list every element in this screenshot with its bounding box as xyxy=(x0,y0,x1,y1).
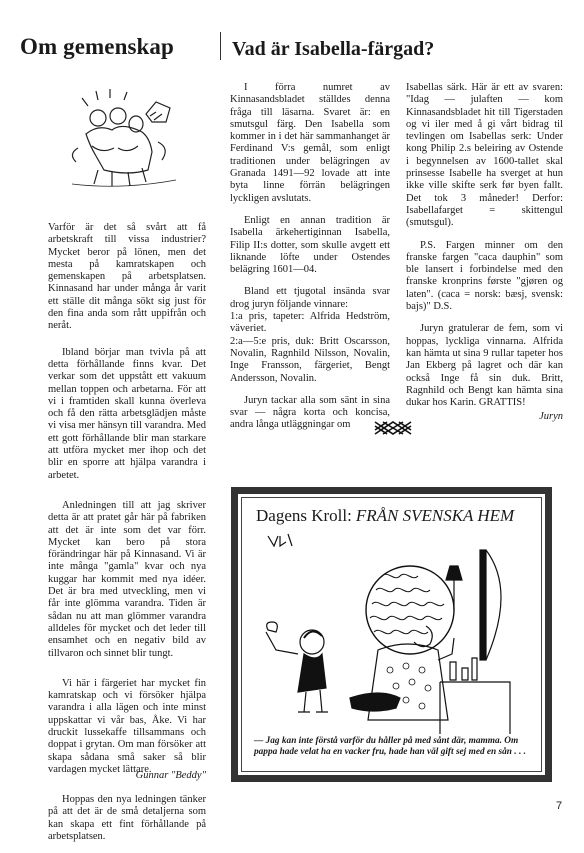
paragraph: Vi här i färgeriet har mycket fin kamratskap och vi försöker hjälpa varandra i alla lägen och inte minst uppskattar vi vår bas, Åke. Vi har druckit lussekaffe tillsammans och doppat i grytan. Om man försöker att skapa sådana små saker så blir vardagen mycket lättare. xyxy=(48,677,206,775)
paragraph: 2:a—5:e pris, duk: Britt Oscarsson, Novalin, Ragnhild Nilsson, Novalin, Inge Fransson, färgeriet, Bengt Andersson, Novalin. xyxy=(230,335,390,384)
paragraph: 1:a pris, tapeter: Alfrida Hedström, väveriet. xyxy=(230,311,390,335)
page-number: 7 xyxy=(556,800,563,812)
paragraph: Juryn gratulerar de fem, som vi hoppas, lyckliga vinnarna. Alfrida kan hämta ut sina 9 rullar tapeter hos Jan Ekberg på lagret och där kan också Inge få sin duk. Britt, Ragnhild och Bengt kan hämta sina dukar hos Karin. GRATTIS! xyxy=(406,323,563,409)
paragraph: Enligt en annan tradition är Isabella ärkehertiginnan Isabella, Filip II:s dotter, som skulle avgett ett liknande löfte under Ostendes belägring 1601—04. xyxy=(230,214,390,276)
comic-strip-box xyxy=(231,487,552,782)
comic-title xyxy=(256,506,546,526)
paragraph: I förra numret av Kinnasandsbladet ställdes denna fråga till läsarna. Svaret är: en smutsgul färg. Den Isabella som kommer in i det här sammanhanget är Ferdinand V:s gemål, som enligt traditionen under belägringen av Granada 1491—92 lovade att inte byta linne förrän belägringen lyckligen avslutats. xyxy=(230,82,390,204)
comic-title-italic: FRÅN SVENSKA HEM xyxy=(355,506,515,525)
paragraph: Varför är det så svårt att få arbetskraft till vissa industrier? Mycket beror på lönen, men det mesta på kamratskapen och gemenskapen på arbetsplatsen. Kinnasand har under många år varit ett ställe dit många sökt sig just för den fina anda som rått uppifrån och neråt. xyxy=(48,222,206,332)
paragraph: Anledningen till att jag skriver detta är att pratet går här på fabriken att det är inte som det var förr. Mycket kan bero på stora förändringar här på Kinnasand. Vi är inte många "gamla" kvar och nya kuggar har kommit med nya idéer. Det är bra med utveckling, men vi får inte glömma varandra. Tiden är sådan nu att man glömmer varandra alldeles för mycket och det leder till ensamhet och en negativ bild av tillvaron och sinnet blir tungt. xyxy=(48,499,206,659)
comic-drawing xyxy=(250,530,540,735)
heading-divider xyxy=(220,32,221,60)
paragraph: Juryn tackar alla som sänt in sina svar — några korta och koncisa, andra långa utläggningar om xyxy=(230,394,390,431)
comic-frame xyxy=(241,497,542,772)
comic-title-label: Dagens Kroll: xyxy=(256,506,352,525)
article-isabella-col1 xyxy=(230,82,390,442)
heading-isabella: Vad är Isabella-färgad? xyxy=(232,38,435,60)
paragraph: Hoppas den nya ledningen tänker på att det är de små detaljerna som kan skapa ett fint förhållande på arbetsplatsen. xyxy=(48,794,206,843)
comic-caption: — Jag kan inte förstå varför du håller på med sånt där, mamma. Om pappa hade velat ha en vacker fru, hade han väl gift sej med en sån . . . xyxy=(254,736,526,757)
article-isabella-col2 xyxy=(406,82,563,424)
signature-juryn: Juryn xyxy=(539,411,563,423)
signature-gunnar: Gunnar "Beddy" xyxy=(135,770,206,781)
paragraph: Ibland börjar man tvivla på att detta förhållande finns kvar. Det verkar som det uppstått ett vakuum mellan toppen och arbetarna. För att vi i framtiden skall kunna överleva och få den rätta arbetsglädjen måste vi visa mer hänsyn till varandra. Med ett gott förhållande blir man starkare att utföra mycket mer ihop och det blir en sporre att hjälpa varandra i arbetet. xyxy=(48,346,206,481)
paragraph: Isabellas särk. Här är ett av svaren: "Idag — julaften — kom Kinnasandsbladet hit till Tigerstaden og vi iler med å gi vårt bidrag til tevlingen om Isabellas serk: Under kong Philip 2.s beleiring av Ostende i begynnelsen av 1600-tallet skal prinsesse Isabelle ha sverget at hun ikke ville skifte serk før byen fallt. Det tok 3 måneder! Derfor: Isabellafarget = skittengul (smutsgul). xyxy=(406,82,563,229)
article-om-gemenskap xyxy=(48,222,206,853)
decorative-knot-ornament xyxy=(373,418,413,438)
paragraph: Bland ett tjugotal insända svar drog juryn följande vinnare: xyxy=(230,286,390,310)
paragraph: P.S. Fargen minner om den franske fargen "caca dauphin" som ble lansert i forbindelse med den franske kronprins første "gjøren og laten". (caca = norsk: bæsj, svensk: bajs)" D.S. xyxy=(406,239,563,313)
heading-om-gemenskap: Om gemenskap xyxy=(20,34,174,59)
group-people-illustration xyxy=(58,86,190,190)
